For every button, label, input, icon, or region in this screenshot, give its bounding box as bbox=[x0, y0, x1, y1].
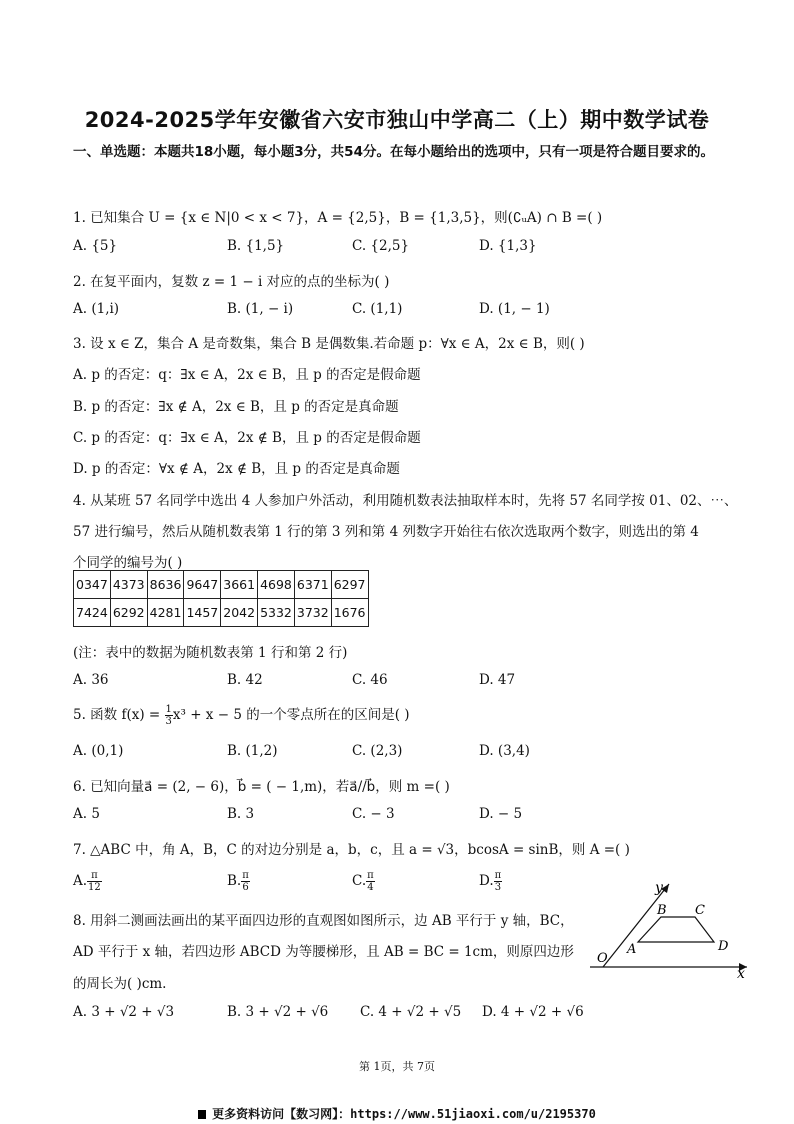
resource-banner[interactable] bbox=[0, 1105, 794, 1122]
fraction bbox=[494, 870, 503, 893]
q8-option-b: B. 3 + √2 + √6 bbox=[227, 1004, 329, 1020]
q5-stem-post: x³ + x − 5 的一个零点所在的区间是( ) bbox=[172, 707, 410, 723]
q3-option-a: A. p 的否定：q：∃x ∈ A，2x ∈ B，且 p 的否定是假命题 bbox=[73, 367, 421, 383]
fraction bbox=[87, 870, 102, 893]
option-label: B. bbox=[227, 873, 242, 889]
question-2: 2. 在复平面内，复数 z = 1 − i 对应的点的坐标为( ) bbox=[73, 274, 390, 290]
q1-option-d: D. {1,3} bbox=[479, 238, 537, 254]
q5-option-a: A. (0,1) bbox=[73, 743, 124, 759]
question-8-line-3: 的周长为( )cm. bbox=[73, 976, 167, 992]
table-cell: 7424 bbox=[74, 599, 111, 627]
fraction bbox=[366, 870, 375, 893]
q5-option-b: B. (1,2) bbox=[227, 743, 278, 759]
q2-option-a: A. (1,i) bbox=[73, 301, 120, 317]
table-cell: 4281 bbox=[147, 599, 184, 627]
q2-option-c: C. (1,1) bbox=[352, 301, 403, 317]
question-6: 6. 已知向量a⃗ = (2, − 6)，b⃗ = ( − 1,m)，若a⃗//b⃗，则 m =( ) bbox=[73, 779, 450, 795]
table-cell: 6297 bbox=[331, 571, 368, 599]
q8-option-d: D. 4 + √2 + √6 bbox=[482, 1004, 584, 1020]
table-row bbox=[74, 571, 369, 599]
fraction-numerator: π bbox=[367, 870, 374, 881]
q4-option-d: D. 47 bbox=[479, 672, 516, 688]
question-3: 3. 设 x ∈ Z，集合 A 是奇数集，集合 B 是偶数集.若命题 p：∀x ∈ A，2x ∈ B，则( ) bbox=[73, 336, 585, 352]
q4-note: (注：表中的数据为随机数表第 1 行和第 2 行) bbox=[73, 645, 348, 661]
q6-option-b: B. 3 bbox=[227, 806, 255, 822]
q1-option-c: C. {2,5} bbox=[352, 238, 410, 254]
table-cell: 6292 bbox=[110, 599, 147, 627]
fraction bbox=[165, 704, 173, 727]
table-cell: 0347 bbox=[74, 571, 111, 599]
label-x: x bbox=[737, 966, 745, 980]
trapezoid-abcd bbox=[638, 917, 714, 942]
label-d: D bbox=[718, 939, 729, 954]
table-cell: 6371 bbox=[294, 571, 331, 599]
question-5 bbox=[73, 703, 410, 727]
label-c: C bbox=[695, 903, 705, 918]
table-cell: 3661 bbox=[221, 571, 258, 599]
table-cell: 3732 bbox=[294, 599, 331, 627]
table-cell: 9647 bbox=[184, 571, 221, 599]
label-y: y bbox=[655, 880, 663, 896]
page-title: 2024-2025学年安徽省六安市独山中学高二（上）期中数学试卷 bbox=[84, 108, 710, 132]
q6-option-c: C. − 3 bbox=[352, 806, 395, 822]
table-cell: 4373 bbox=[110, 571, 147, 599]
trapezoid-figure bbox=[585, 870, 765, 980]
fraction-denominator: 3 bbox=[165, 716, 172, 727]
section-header: 一、单选题：本题共18小题，每小题3分，共54分。在每小题给出的选项中，只有一项是符合题目要求的。 bbox=[73, 144, 714, 160]
option-label: A. bbox=[73, 873, 88, 889]
random-number-table bbox=[73, 570, 369, 627]
flag-icon bbox=[198, 1110, 206, 1119]
question-8-line-1: 8. 用斜二测画法画出的某平面四边形的直观图如图所示，边 AB 平行于 y 轴，BC， bbox=[73, 913, 574, 929]
q3-option-c: C. p 的否定：q：∃x ∈ A，2x ∉ B，且 p 的否定是假命题 bbox=[73, 430, 421, 446]
q7-option-b bbox=[227, 870, 250, 893]
q5-option-d: D. (3,4) bbox=[479, 743, 530, 759]
fraction-denominator: 4 bbox=[367, 882, 374, 893]
fraction-numerator: π bbox=[494, 870, 502, 881]
table-cell: 8636 bbox=[147, 571, 184, 599]
question-8-line-2: AD 平行于 x 轴，若四边形 ABCD 为等腰梯形，且 AB = BC = 1cm，则原四边形 bbox=[73, 944, 574, 960]
fraction-denominator: 6 bbox=[242, 882, 249, 893]
banner-text[interactable]: 更多资料访问【数习网】：https://www.51jiaoxi.com/u/2195370 bbox=[212, 1107, 596, 1121]
q4-option-b: B. 42 bbox=[227, 672, 263, 688]
table-cell: 4698 bbox=[258, 571, 295, 599]
q5-option-c: C. (2,3) bbox=[352, 743, 403, 759]
fraction-numerator: π bbox=[242, 870, 249, 881]
page-footer: 第 1页，共 7页 bbox=[359, 1060, 435, 1073]
question-7: 7. △ABC 中，角 A，B，C 的对边分别是 a，b，c，且 a = √3，bcosA = sinB，则 A =( ) bbox=[73, 842, 630, 858]
q6-option-a: A. 5 bbox=[73, 806, 100, 822]
question-4-line-2: 57 进行编号，然后从随机数表第 1 行的第 3 列和第 4 列数字开始往右依次选取两个数字，则选出的第 4 bbox=[73, 524, 699, 540]
q8-option-a: A. 3 + √2 + √3 bbox=[73, 1004, 175, 1020]
fraction-denominator: 3 bbox=[494, 882, 502, 893]
q2-option-d: D. (1, − 1) bbox=[479, 301, 550, 317]
question-1: 1. 已知集合 U = {x ∈ N|0 < x < 7}，A = {2,5}，B = {1,3,5}，则(∁ᵤA) ∩ B =( ) bbox=[73, 210, 603, 226]
q1-option-a: A. {5} bbox=[73, 238, 118, 254]
q2-option-b: B. (1, − i) bbox=[227, 301, 294, 317]
option-label: C. bbox=[352, 873, 367, 889]
table-row bbox=[74, 599, 369, 627]
q5-stem-pre: 5. 函数 f(x) = bbox=[73, 707, 165, 723]
label-a: A bbox=[627, 942, 637, 957]
fraction-numerator: π bbox=[87, 870, 102, 882]
q7-option-c bbox=[352, 870, 375, 893]
q8-option-c: C. 4 + √2 + √5 bbox=[360, 1004, 462, 1020]
label-o: O bbox=[597, 951, 608, 966]
fraction-denominator: 12 bbox=[88, 882, 101, 893]
table-cell: 1676 bbox=[331, 599, 368, 627]
q4-option-a: A. 36 bbox=[73, 672, 109, 688]
option-label: D. bbox=[479, 873, 494, 889]
q1-option-b: B. {1,5} bbox=[227, 238, 285, 254]
q7-option-a bbox=[73, 870, 102, 893]
fraction-numerator: 1 bbox=[165, 704, 172, 715]
q3-option-b: B. p 的否定：∃x ∉ A，2x ∈ B，且 p 的否定是真命题 bbox=[73, 399, 399, 415]
question-4-line-3: 个同学的编号为( ) bbox=[73, 555, 183, 571]
label-b: B bbox=[657, 903, 667, 918]
q4-option-c: C. 46 bbox=[352, 672, 388, 688]
q6-option-d: D. − 5 bbox=[479, 806, 523, 822]
q7-option-d bbox=[479, 870, 502, 893]
q3-option-d: D. p 的否定：∀x ∉ A，2x ∉ B，且 p 的否定是真命题 bbox=[73, 461, 400, 477]
question-4-line-1: 4. 从某班 57 名同学中选出 4 人参加户外活动，利用随机数表法抽取样本时，先将 57 名同学按 01、02、⋯、 bbox=[73, 493, 738, 509]
table-cell: 1457 bbox=[184, 599, 221, 627]
table-cell: 5332 bbox=[258, 599, 295, 627]
fraction bbox=[241, 870, 250, 893]
table-cell: 2042 bbox=[221, 599, 258, 627]
